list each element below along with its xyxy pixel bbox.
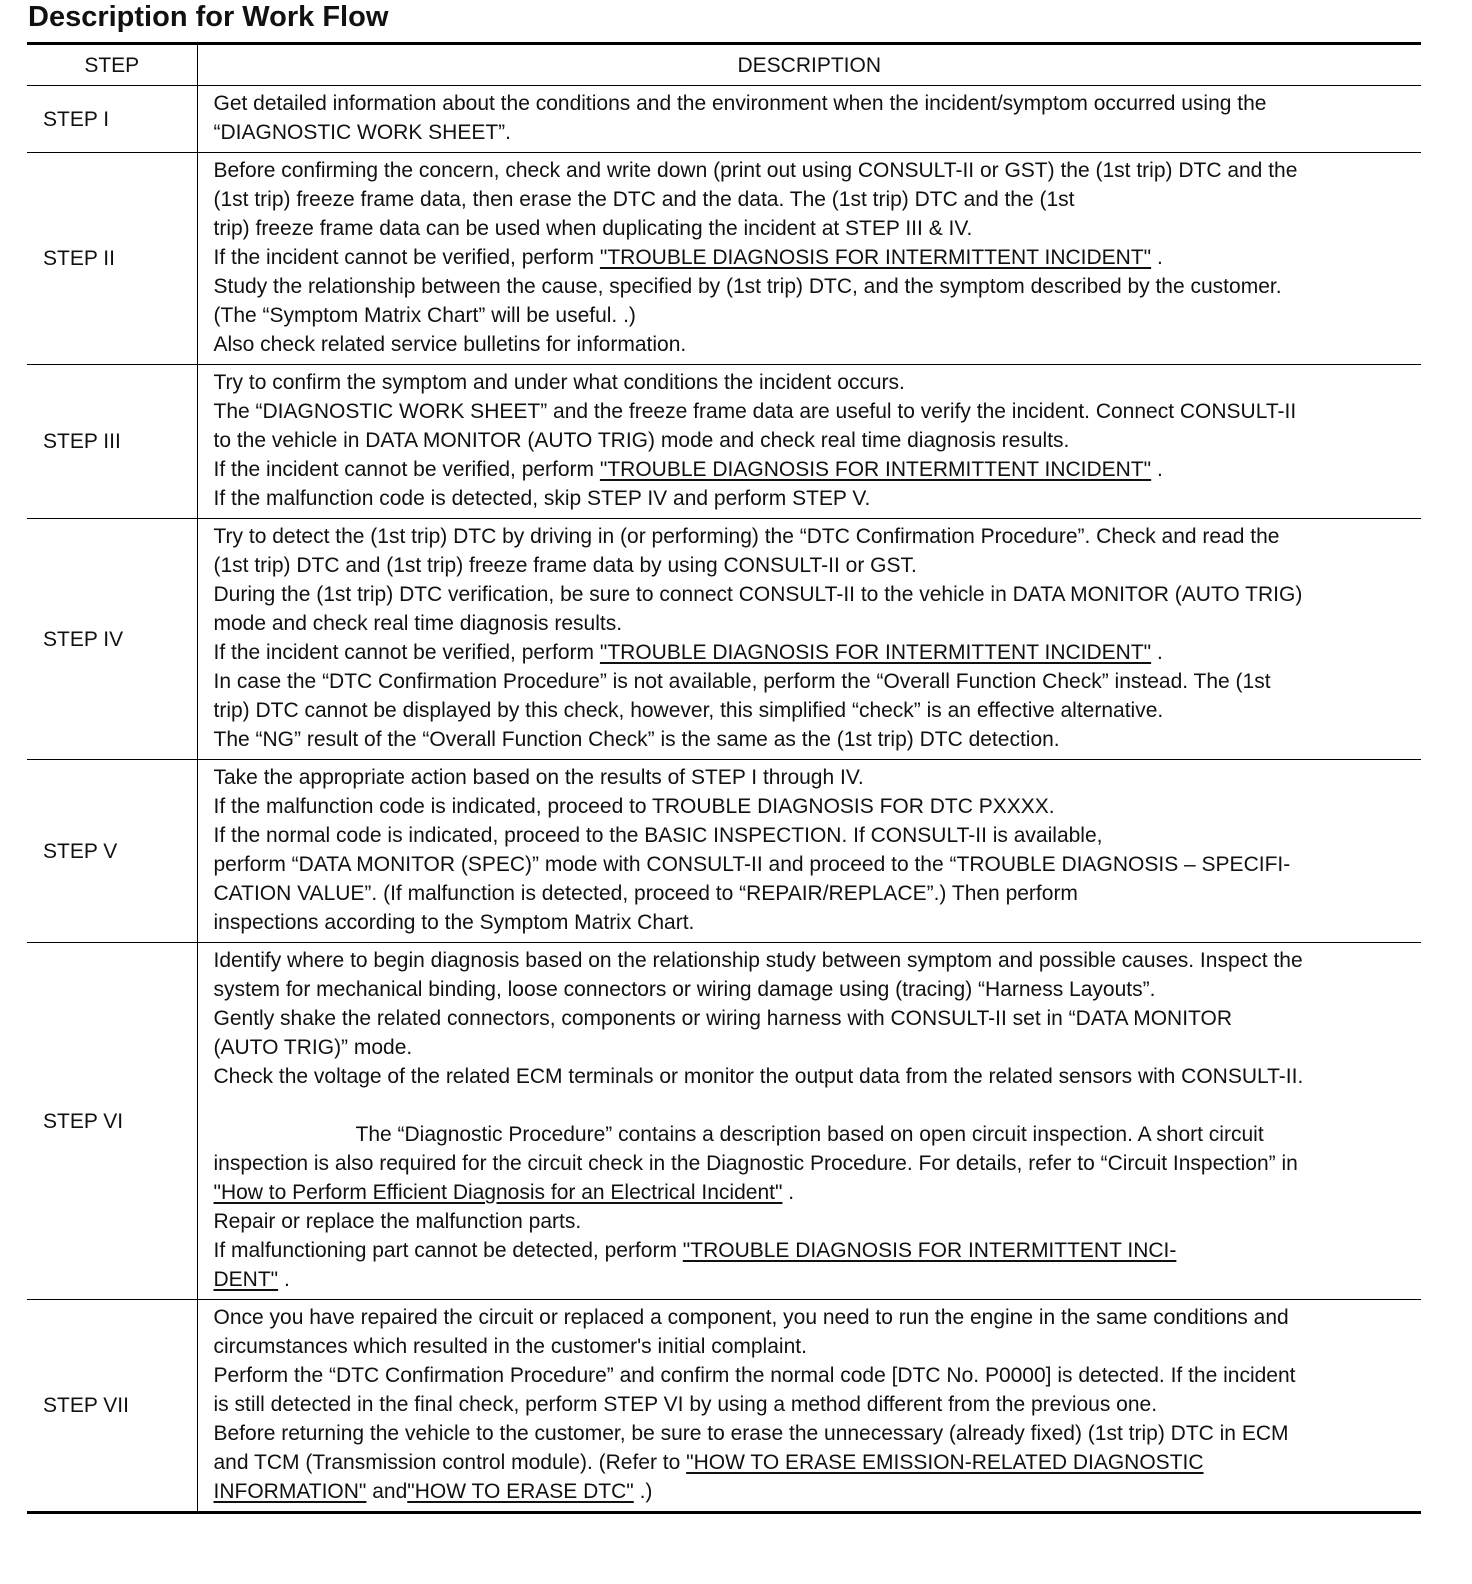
description-text: If the malfunction code is detected, skip STEP IV and perform STEP V. <box>213 487 871 510</box>
description-text: (AUTO TRIG)” mode. <box>213 1036 413 1059</box>
description-text: Try to confirm the symptom and under what conditions the incident occurs. <box>213 371 905 394</box>
description-line <box>214 946 1414 975</box>
description-text: (1st trip) freeze frame data, then erase the DTC and the data. The (1st trip) DTC and the (1st <box>213 188 1075 211</box>
description-text: Identify where to begin diagnosis based on the relationship study between symptom and possible causes. Inspect the <box>213 949 1303 972</box>
description-text: If the normal code is indicated, proceed to the BASIC INSPECTION. If CONSULT-II is available, <box>213 824 1103 847</box>
table-header-row <box>27 44 1421 86</box>
description-text: trip) freeze frame data can be used when duplicating the incident at STEP III & IV. <box>213 217 973 240</box>
description-text: During the (1st trip) DTC verification, be sure to connect CONSULT-II to the vehicle in DATA MONITOR (AUTO TRIG) <box>213 583 1303 606</box>
step-description <box>197 86 1421 153</box>
step-description <box>197 1300 1421 1513</box>
description-line <box>214 725 1414 754</box>
description-line <box>214 1178 1414 1207</box>
description-line <box>214 821 1414 850</box>
description-text: . <box>1151 246 1163 269</box>
description-text: Repair or replace the malfunction parts. <box>213 1210 582 1233</box>
description-text: Check the voltage of the related ECM terminals or monitor the output data from the related sensors with CONSULT-II. <box>213 1065 1304 1088</box>
description-line <box>214 1448 1414 1477</box>
description-line <box>214 696 1414 725</box>
description-text: Also check related service bulletins for information. <box>213 333 687 356</box>
step-description <box>197 365 1421 519</box>
page-title: Description for Work Flow <box>28 1 389 33</box>
description-line <box>214 397 1414 426</box>
description-text: The “NG” result of the “Overall Function Check” is the same as the (1st trip) DTC detection. <box>213 728 1060 751</box>
description-text: circumstances which resulted in the customer's initial complaint. <box>213 1335 807 1358</box>
description-line <box>214 368 1414 397</box>
description-text: system for mechanical binding, loose connectors or wiring damage using (tracing) “Harness Layouts”. <box>213 978 1156 1001</box>
description-column-header: DESCRIPTION <box>197 44 1421 86</box>
description-text: If the incident cannot be verified, perform <box>213 641 600 664</box>
reference-link[interactable]: "TROUBLE DIAGNOSIS FOR INTERMITTENT INCIDENT" <box>599 246 1152 269</box>
description-text: trip) DTC cannot be displayed by this check, however, this simplified “check” is an effective alternative. <box>213 699 1164 722</box>
description-text: CATION VALUE”. (If malfunction is detected, proceed to “REPAIR/REPLACE”.) Then perform <box>213 882 1078 905</box>
reference-link[interactable]: "TROUBLE DIAGNOSIS FOR INTERMITTENT INCIDENT" <box>599 458 1152 481</box>
description-text: Try to detect the (1st trip) DTC by driving in (or performing) the “DTC Confirmation Procedure”. Check and read the <box>213 525 1280 548</box>
description-text: Take the appropriate action based on the results of STEP I through IV. <box>213 766 864 789</box>
description-text: is still detected in the final check, perform STEP VI by using a method different from the previous one. <box>213 1393 1158 1416</box>
reference-link[interactable]: "How to Perform Efficient Diagnosis for an Electrical Incident" <box>213 1181 783 1204</box>
description-text: perform “DATA MONITOR (SPEC)” mode with CONSULT-II and proceed to the “TROUBLE DIAGNOSIS – SPECIFI- <box>213 853 1291 876</box>
description-line <box>214 1149 1414 1178</box>
reference-link[interactable]: "TROUBLE DIAGNOSIS FOR INTERMITTENT INCIDENT" <box>599 641 1152 664</box>
step-label: STEP VII <box>27 1300 197 1513</box>
description-text: (1st trip) DTC and (1st trip) freeze frame data by using CONSULT-II or GST. <box>213 554 917 577</box>
description-line <box>214 185 1414 214</box>
description-text: . <box>1151 458 1163 481</box>
description-line <box>214 1207 1414 1236</box>
step-label: STEP IV <box>27 519 197 760</box>
description-text: (The “Symptom Matrix Chart” will be useful. .) <box>213 304 636 327</box>
table-row <box>27 943 1421 1300</box>
description-line <box>214 609 1414 638</box>
description-line <box>214 522 1414 551</box>
description-text: If malfunctioning part cannot be detected, perform <box>213 1239 683 1262</box>
reference-link[interactable]: INFORMATION" <box>213 1480 367 1503</box>
description-line <box>214 1419 1414 1448</box>
description-line <box>214 667 1414 696</box>
description-line <box>214 330 1414 359</box>
description-line <box>214 908 1414 937</box>
description-text: The “DIAGNOSTIC WORK SHEET” and the freeze frame data are useful to verify the incident. Connect CONSULT-II <box>213 400 1297 423</box>
table-row <box>27 153 1421 365</box>
table-row <box>27 86 1421 153</box>
table-row <box>27 519 1421 760</box>
description-line <box>214 1033 1414 1062</box>
description-text: Get detailed information about the conditions and the environment when the incident/symptom occurred using the <box>213 92 1267 115</box>
description-line <box>214 156 1414 185</box>
step-description <box>197 760 1421 943</box>
description-line <box>214 1091 1414 1120</box>
description-text: .) <box>633 1480 653 1503</box>
table-row <box>27 760 1421 943</box>
table-body <box>27 86 1421 1513</box>
description-text: and TCM (Transmission control module). (Refer to <box>213 1451 687 1474</box>
description-line <box>214 792 1414 821</box>
step-label: STEP VI <box>27 943 197 1300</box>
step-description <box>197 153 1421 365</box>
description-line <box>214 1303 1414 1332</box>
reference-link[interactable]: "TROUBLE DIAGNOSIS FOR INTERMITTENT INCI- <box>682 1239 1177 1262</box>
step-description <box>197 519 1421 760</box>
description-text: Gently shake the related connectors, components or wiring harness with CONSULT-II set in “DATA MONITOR <box>213 1007 1232 1030</box>
description-line <box>214 243 1414 272</box>
description-text: If the malfunction code is indicated, proceed to TROUBLE DIAGNOSIS FOR DTC PXXXX. <box>213 795 1055 818</box>
step-column-header: STEP <box>27 44 197 86</box>
step-label: STEP II <box>27 153 197 365</box>
description-text: to the vehicle in DATA MONITOR (AUTO TRIG) mode and check real time diagnosis results. <box>213 429 1070 452</box>
description-line <box>214 1004 1414 1033</box>
description-line <box>214 638 1414 667</box>
description-text: Once you have repaired the circuit or replaced a component, you need to run the engine in the same conditions and <box>213 1306 1289 1329</box>
description-line <box>214 118 1414 147</box>
description-text: mode and check real time diagnosis results. <box>213 612 623 635</box>
description-line <box>214 850 1414 879</box>
description-text: Study the relationship between the cause, specified by (1st trip) DTC, and the symptom described by the customer. <box>213 275 1282 298</box>
description-text: If the incident cannot be verified, perform <box>213 458 600 481</box>
description-line <box>214 1265 1414 1294</box>
step-description <box>197 943 1421 1300</box>
table-row <box>27 1300 1421 1513</box>
work-flow-table <box>27 42 1421 1514</box>
description-line <box>214 89 1414 118</box>
description-line <box>214 301 1414 330</box>
description-line <box>214 426 1414 455</box>
reference-link[interactable]: DENT" <box>213 1268 279 1291</box>
description-line <box>214 1236 1414 1265</box>
description-line <box>214 1120 1414 1149</box>
reference-link[interactable]: "HOW TO ERASE DTC" <box>407 1480 634 1503</box>
description-line <box>214 214 1414 243</box>
description-line <box>214 1361 1414 1390</box>
description-line <box>214 580 1414 609</box>
description-text: “DIAGNOSTIC WORK SHEET”. <box>213 121 512 144</box>
description-text: Before returning the vehicle to the customer, be sure to erase the unnecessary (already fixed) (1st trip) DTC in ECM <box>213 1422 1289 1445</box>
description-text: and <box>366 1480 408 1503</box>
description-text: inspection is also required for the circuit check in the Diagnostic Procedure. For details, refer to “Circuit Inspection” in <box>213 1152 1298 1175</box>
description-text: . <box>278 1268 290 1291</box>
description-line <box>214 879 1414 908</box>
description-text: . <box>782 1181 795 1204</box>
description-text: If the incident cannot be verified, perform <box>213 246 600 269</box>
description-line <box>214 1332 1414 1361</box>
reference-link[interactable]: "HOW TO ERASE EMISSION-RELATED DIAGNOSTIC <box>686 1451 1204 1474</box>
description-line <box>214 1390 1414 1419</box>
description-line <box>214 1062 1414 1091</box>
description-line <box>214 1477 1414 1506</box>
description-line <box>214 975 1414 1004</box>
description-line <box>214 455 1414 484</box>
description-text: inspections according to the Symptom Matrix Chart. <box>213 911 695 934</box>
description-text: The “Diagnostic Procedure” contains a description based on open circuit inspection. A short circuit <box>355 1123 1264 1146</box>
step-label: STEP V <box>27 760 197 943</box>
description-line <box>214 272 1414 301</box>
description-text: Perform the “DTC Confirmation Procedure” and confirm the normal code [DTC No. P0000] is detected. If the incident <box>213 1364 1296 1387</box>
step-label: STEP I <box>27 86 197 153</box>
description-line <box>214 551 1414 580</box>
table-row <box>27 365 1421 519</box>
description-line <box>214 484 1414 513</box>
description-text: In case the “DTC Confirmation Procedure” is not available, perform the “Overall Function Check” instead. The (1st <box>213 670 1271 693</box>
description-line <box>214 763 1414 792</box>
step-label: STEP III <box>27 365 197 519</box>
description-text: Before confirming the concern, check and write down (print out using CONSULT-II or GST) the (1st trip) DTC and the <box>213 159 1298 182</box>
description-text: . <box>1151 641 1163 664</box>
